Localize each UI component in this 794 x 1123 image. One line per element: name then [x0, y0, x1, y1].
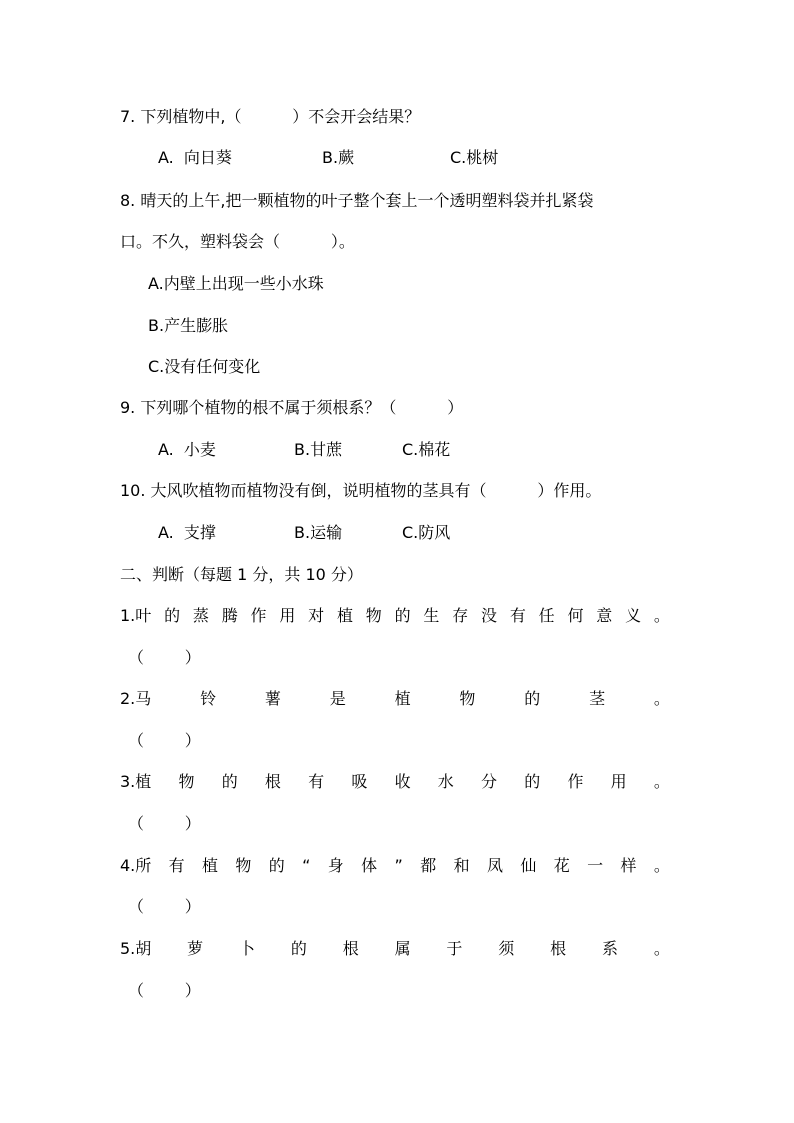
tf-char: 。	[653, 856, 670, 875]
tf-char: 须	[498, 939, 515, 958]
tf-char: 物	[178, 772, 195, 791]
tf-char: 凤	[486, 856, 503, 875]
tf-char: 的	[394, 606, 411, 625]
tf-5-answer-blank[interactable]: （ ）	[128, 981, 201, 1000]
tf-char: 的	[290, 939, 307, 958]
tf-char: 根	[550, 939, 567, 958]
tf-char: 分	[481, 772, 498, 791]
q9-option-b: B.甘蔗	[294, 440, 343, 459]
tf-char: 花	[553, 856, 570, 875]
q7-option-a: A. 向日葵	[158, 148, 232, 167]
tf-char: 作	[250, 606, 267, 625]
tf-char: 卜	[238, 939, 255, 958]
q10-text: 10. 大风吹植物而植物没有倒，说明植物的茎具有（ ）作用。	[120, 481, 602, 500]
q9-option-a: A. 小麦	[158, 440, 216, 459]
q7-option-c: C.桃树	[450, 148, 499, 167]
tf-char: 。	[653, 939, 670, 958]
tf-char: 物	[235, 856, 252, 875]
q10-option-c: C.防风	[402, 523, 451, 542]
tf-char: 于	[446, 939, 463, 958]
tf-char: 植	[394, 689, 411, 708]
tf-3-answer-blank[interactable]: （ ）	[128, 814, 201, 833]
tf-char: 3.植	[120, 772, 152, 791]
tf-char: 何	[567, 606, 584, 625]
tf-char: 系	[602, 939, 619, 958]
tf-char: 腾	[221, 606, 238, 625]
tf-1-answer-blank[interactable]: （ ）	[128, 648, 201, 667]
tf-char: 的	[524, 689, 541, 708]
tf-char: ”	[394, 856, 403, 875]
tf-char: 存	[452, 606, 469, 625]
tf-4-answer-blank[interactable]: （ ）	[128, 897, 201, 916]
q9-text: 9. 下列哪个植物的根不属于须根系？（ ）	[120, 398, 464, 417]
tf-char: 1.叶	[120, 606, 152, 625]
tf-char: 对	[308, 606, 325, 625]
tf-char: 有	[308, 772, 325, 791]
tf-char: 收	[394, 772, 411, 791]
tf-char: 的	[221, 772, 238, 791]
tf-char: 水	[437, 772, 454, 791]
tf-char: 的	[164, 606, 181, 625]
tf-char: 属	[394, 939, 411, 958]
tf-char: 作	[567, 772, 584, 791]
section-2-title: 二、判断（每题 1 分，共 10 分）	[120, 565, 363, 584]
tf-char: 仙	[520, 856, 537, 875]
tf-3-text	[120, 772, 670, 792]
tf-char: 生	[423, 606, 440, 625]
tf-char: 都	[420, 856, 437, 875]
tf-char: 4.所	[120, 856, 152, 875]
tf-char: 身	[327, 856, 344, 875]
tf-1-text	[120, 606, 670, 626]
q10-option-b: B.运输	[294, 523, 343, 542]
tf-char: 有	[509, 606, 526, 625]
q8-line-2: 口。不久，塑料袋会（ ）。	[120, 232, 355, 251]
tf-2-answer-blank[interactable]: （ ）	[128, 731, 201, 750]
tf-char: 体	[361, 856, 378, 875]
tf-char: 任	[538, 606, 555, 625]
tf-char: 铃	[200, 689, 217, 708]
tf-char: 物	[365, 606, 382, 625]
tf-4-text	[120, 856, 670, 876]
tf-char: 义	[625, 606, 642, 625]
tf-char: 2.马	[120, 689, 152, 708]
tf-char: “	[302, 856, 311, 875]
tf-char: 薯	[264, 689, 281, 708]
tf-char: 物	[459, 689, 476, 708]
tf-char: 5.胡	[120, 939, 152, 958]
tf-char: 根	[342, 939, 359, 958]
tf-char: 意	[596, 606, 613, 625]
tf-char: 的	[268, 856, 285, 875]
tf-char: 和	[453, 856, 470, 875]
tf-char: 。	[653, 689, 670, 708]
q7-text: 7. 下列植物中,（ ）不会开会结果？	[120, 107, 421, 126]
tf-char: 用	[610, 772, 627, 791]
tf-char: 根	[264, 772, 281, 791]
tf-char: 吸	[351, 772, 368, 791]
tf-char: 植	[336, 606, 353, 625]
tf-char: 。	[653, 606, 670, 625]
tf-char: 茎	[589, 689, 606, 708]
q8-line-1: 8. 晴天的上午,把一颗植物的叶子整个套上一个透明塑料袋并扎紧袋	[120, 191, 594, 210]
q7-option-b: B.蕨	[322, 148, 355, 167]
q8-option-b: B.产生膨胀	[148, 316, 229, 335]
tf-char: 蒸	[192, 606, 209, 625]
q8-option-c: C.没有任何变化	[148, 357, 261, 376]
q8-option-a: A.内壁上出现一些小水珠	[148, 274, 324, 293]
tf-char: 有	[168, 856, 185, 875]
q10-option-a: A. 支撑	[158, 523, 216, 542]
tf-char: 样	[620, 856, 637, 875]
tf-5-text	[120, 939, 670, 959]
tf-char: 。	[653, 772, 670, 791]
tf-char: 萝	[187, 939, 204, 958]
tf-char: 植	[202, 856, 219, 875]
tf-char: 的	[524, 772, 541, 791]
tf-2-text	[120, 689, 670, 709]
tf-char: 用	[279, 606, 296, 625]
tf-char: 一	[587, 856, 604, 875]
tf-char: 没	[481, 606, 498, 625]
tf-char: 是	[329, 689, 346, 708]
q9-option-c: C.棉花	[402, 440, 451, 459]
